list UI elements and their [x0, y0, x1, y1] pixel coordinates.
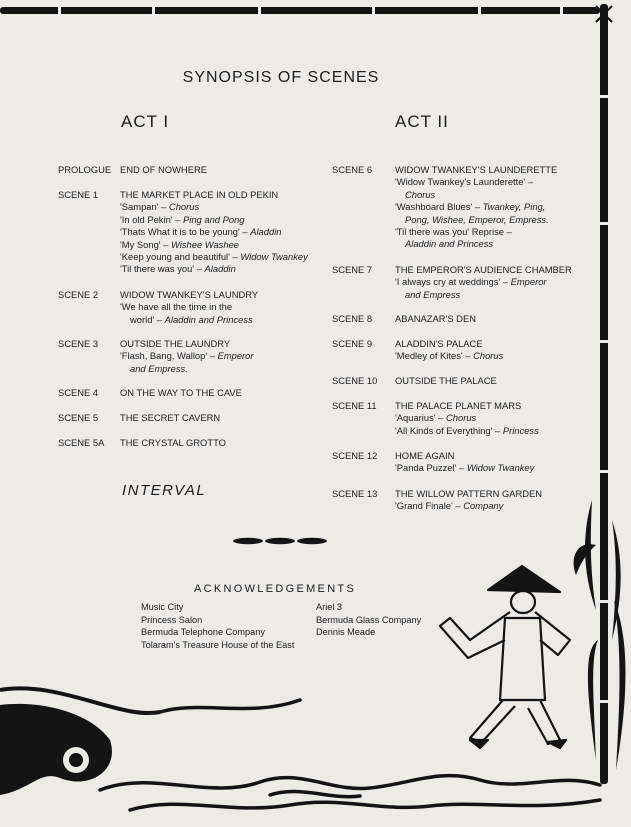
song-title: 'My Song' –	[120, 238, 171, 250]
song-title: 'Til there was you' –	[120, 263, 205, 275]
scene-label: SCENE 3	[58, 338, 99, 349]
song-performer: and Empress.	[130, 362, 188, 374]
scene-title: WIDOW TWANKEY'S LAUNDRY	[120, 289, 259, 300]
scene-body	[395, 264, 572, 301]
song-title: 'Panda Puzzel' –	[395, 462, 467, 474]
scene-label: SCENE 4	[58, 387, 99, 398]
interval-label: INTERVAL	[122, 482, 207, 499]
song-line	[120, 263, 308, 275]
song-performer: and Empress	[405, 288, 461, 300]
scene-title: ALADDIN'S PALACE	[395, 338, 483, 349]
song-title: 'Sampan' –	[120, 201, 169, 213]
song-title: 'Keep young and beautiful' –	[120, 251, 241, 263]
song-title: 'Thats What it is to be young' –	[120, 226, 251, 238]
scene-body	[395, 450, 534, 475]
scene-title: THE CRYSTAL GROTTO	[120, 437, 226, 448]
song-line	[395, 238, 557, 250]
song-performer: Wishee Washee	[171, 238, 240, 250]
song-line	[395, 350, 503, 362]
bottom-wave-border	[100, 700, 600, 810]
scene-title: THE MARKET PLACE IN OLD PEKIN	[120, 189, 279, 200]
song-title: 'I always cry at weddings' –	[395, 276, 511, 288]
song-line	[395, 226, 557, 238]
acknowledgement-item: Tolaram's Treasure House of the East	[141, 640, 295, 651]
scene-label: SCENE 8	[332, 313, 373, 324]
song-line	[120, 214, 308, 226]
scene-body	[395, 488, 542, 513]
acknowledgement-item: Music City	[141, 602, 184, 612]
interval-divider	[233, 538, 327, 544]
scene-body	[120, 189, 308, 276]
scene-label: SCENE 5A	[58, 437, 105, 448]
song-performer: Chorus	[446, 412, 477, 424]
scene-title: ON THE WAY TO THE CAVE	[120, 387, 242, 398]
song-performer: Princess	[502, 424, 539, 436]
song-line	[120, 226, 308, 238]
scene-title: OUTSIDE THE LAUNDRY	[120, 338, 231, 349]
song-performer: Chorus	[405, 188, 436, 200]
bottom-left-scroll	[0, 688, 160, 795]
song-title: 'Washboard Blues' –	[395, 201, 483, 213]
song-title: 'Aquarius' –	[395, 412, 447, 424]
song-performer: Aladdin	[250, 226, 282, 238]
song-performer: Emperor	[510, 276, 547, 288]
song-performer: Pong, Wishee, Emperor, Empress.	[405, 213, 549, 225]
page-title: SYNOPSIS OF SCENES	[182, 69, 380, 86]
right-bamboo-pole	[596, 4, 612, 784]
scene-title: THE EMPEROR'S AUDIENCE CHAMBER	[395, 264, 572, 275]
acknowledgement-item: Princess Salon	[141, 614, 203, 625]
song-line	[395, 214, 557, 226]
scene-label: SCENE 12	[332, 450, 378, 461]
scene-body	[395, 164, 557, 251]
song-title: 'We have all the time in the	[120, 301, 233, 313]
acknowledgement-item: Dennis Meade	[316, 627, 376, 638]
song-title: 'Til there was you' Reprise –	[395, 226, 512, 238]
scene-label: SCENE 10	[332, 375, 378, 386]
acknowledgements-heading: ACKNOWLEDGEMENTS	[194, 583, 357, 595]
song-title: 'All Kinds of Everything' –	[395, 424, 503, 436]
acknowledgement-item: Bermuda Telephone Company	[141, 627, 265, 638]
bamboo-leaves	[574, 500, 626, 770]
song-line	[395, 289, 572, 301]
scene-title: ABANAZAR'S DEN	[395, 313, 476, 324]
song-performer: Emperor	[217, 350, 254, 362]
act2-heading: ACT II	[395, 112, 449, 131]
scene-title: THE PALACE PLANET MARS	[395, 400, 522, 411]
song-line	[395, 500, 542, 512]
song-performer: Chorus	[168, 201, 200, 213]
scene-title: HOME AGAIN	[395, 450, 455, 461]
scene-body	[120, 437, 226, 449]
song-performer: Aladdin and Princess	[164, 313, 253, 325]
scene-body	[120, 412, 220, 424]
song-title: 'Medley of Kites' –	[395, 350, 474, 362]
song-line	[120, 363, 254, 375]
scene-title: THE WILLOW PATTERN GARDEN	[395, 488, 543, 499]
scene-body	[395, 400, 539, 437]
song-title: 'Grand Finale' –	[395, 500, 464, 512]
song-title: 'Widow Twankey's Launderette' –	[395, 176, 534, 188]
scene-label: SCENE 11	[332, 400, 377, 411]
scene-title: THE SECRET CAVERN	[120, 412, 221, 423]
scene-label: SCENE 6	[332, 164, 373, 175]
song-line	[395, 276, 572, 288]
song-line	[120, 314, 258, 326]
song-line	[395, 201, 557, 213]
song-line	[120, 251, 308, 263]
scene-title: WIDOW TWANKEY'S LAUNDERETTE	[395, 164, 558, 175]
song-line	[395, 412, 539, 424]
top-bamboo-border	[0, 5, 600, 16]
song-line	[395, 176, 557, 188]
song-performer: Aladdin and Princess	[405, 238, 494, 250]
scene-body	[120, 289, 258, 326]
song-title: 'In old Pekin' –	[120, 213, 183, 225]
song-performer: Widow Twankey	[466, 462, 535, 474]
song-title: 'Flash, Bang, Wallop' –	[120, 350, 218, 362]
song-performer: Aladdin	[204, 263, 236, 275]
scene-label: SCENE 7	[332, 264, 373, 275]
scene-body	[395, 313, 476, 325]
song-performer: Widow Twankey	[240, 251, 308, 263]
song-line	[120, 201, 308, 213]
acknowledgements-left-column	[141, 601, 294, 652]
scene-label: SCENE 13	[332, 488, 378, 499]
song-line	[395, 462, 534, 474]
scene-label: SCENE 9	[332, 338, 373, 349]
scene-title: OUTSIDE THE PALACE	[395, 375, 497, 386]
scene-label: SCENE 2	[58, 289, 99, 300]
scene-body	[395, 375, 497, 387]
song-line	[395, 425, 539, 437]
song-title: world' –	[130, 313, 165, 325]
acknowledgement-item: Ariel 3	[316, 602, 343, 612]
song-line	[120, 239, 308, 251]
scene-body	[395, 338, 503, 363]
acknowledgement-item: Bermuda Glass Company	[316, 614, 422, 625]
scene-body	[120, 164, 207, 176]
song-line	[120, 350, 254, 362]
scene-label: SCENE 5	[58, 412, 99, 423]
act1-heading: ACT I	[121, 112, 170, 131]
chinese-figure-illustration	[440, 566, 570, 748]
song-performer: Company	[463, 500, 504, 512]
song-performer: Twankey, Ping,	[482, 201, 546, 213]
scene-body	[120, 338, 254, 375]
song-performer: Chorus	[473, 350, 504, 362]
scene-label: SCENE 1	[58, 189, 99, 200]
acknowledgements-right-column	[316, 601, 421, 639]
scene-body	[120, 387, 242, 399]
scene-title: END OF NOWHERE	[120, 164, 207, 175]
song-line	[120, 301, 258, 313]
song-performer: Ping and Pong	[183, 213, 245, 225]
song-line	[395, 189, 557, 201]
scene-label: PROLOGUE	[58, 164, 112, 175]
